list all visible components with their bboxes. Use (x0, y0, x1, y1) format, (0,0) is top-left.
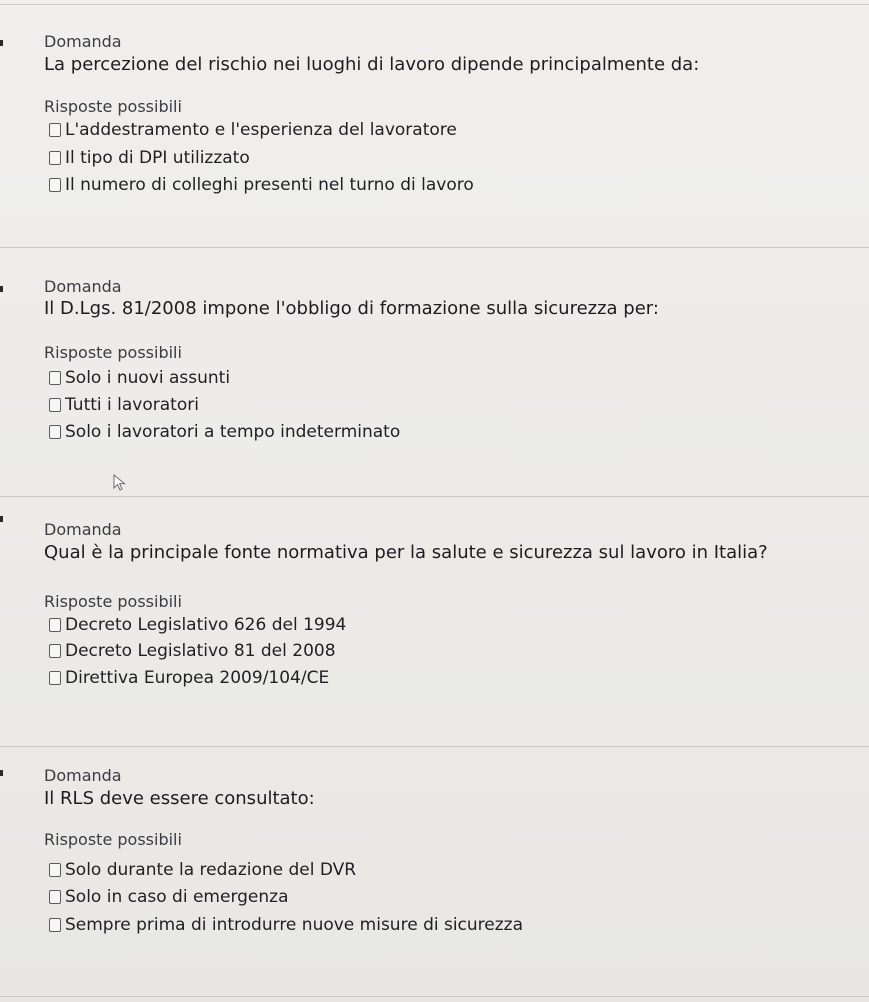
answer-option[interactable] (49, 857, 356, 883)
section-divider (0, 496, 869, 497)
answer-option-text: Solo i lavoratori a tempo indeterminato (65, 422, 401, 442)
edge-marker (0, 516, 3, 522)
answers-label: Risposte possibili (44, 343, 182, 362)
answers-label: Risposte possibili (44, 97, 182, 116)
question-label: Domanda (44, 277, 122, 296)
checkbox[interactable] (49, 178, 61, 192)
section-divider (0, 746, 869, 747)
checkbox[interactable] (49, 398, 61, 412)
answer-option[interactable] (49, 172, 474, 198)
section-divider (0, 247, 869, 248)
checkbox[interactable] (49, 425, 61, 439)
question-text: Il RLS deve essere consultato: (44, 788, 315, 809)
answer-option-text: L'addestramento e l'esperienza del lavoratore (65, 120, 457, 140)
answer-option-text: Decreto Legislativo 81 del 2008 (65, 641, 336, 661)
mouse-pointer-icon (113, 474, 129, 492)
edge-marker (0, 286, 3, 292)
answer-option[interactable] (49, 912, 523, 938)
answer-option-text: Il numero di colleghi presenti nel turno di lavoro (65, 175, 474, 195)
checkbox[interactable] (49, 618, 61, 632)
checkbox[interactable] (49, 918, 61, 932)
answer-option-text: Decreto Legislativo 626 del 1994 (65, 615, 347, 635)
edge-marker (0, 770, 3, 776)
checkbox[interactable] (49, 644, 61, 658)
question-text: Qual è la principale fonte normativa per la salute e sicurezza sul lavoro in Italia? (44, 542, 768, 563)
answer-option-text: Tutti i lavoratori (65, 395, 199, 415)
answer-option[interactable] (49, 365, 230, 391)
answer-option-text: Solo i nuovi assunti (65, 368, 231, 388)
answers-label: Risposte possibili (44, 592, 182, 611)
answer-option[interactable] (49, 638, 336, 664)
answer-option[interactable] (49, 665, 329, 691)
answer-option-text: Sempre prima di introdurre nuove misure di sicurezza (65, 915, 524, 935)
answer-option[interactable] (49, 419, 400, 445)
answer-option-text: Il tipo di DPI utilizzato (65, 148, 250, 168)
checkbox[interactable] (49, 863, 61, 877)
question-text: Il D.Lgs. 81/2008 impone l'obbligo di formazione sulla sicurezza per: (44, 298, 659, 319)
question-label: Domanda (44, 766, 122, 785)
answers-label: Risposte possibili (44, 830, 182, 849)
question-label: Domanda (44, 520, 122, 539)
answer-option[interactable] (49, 392, 199, 418)
checkbox[interactable] (49, 371, 61, 385)
answer-option-text: Solo durante la redazione del DVR (65, 860, 357, 880)
answer-option[interactable] (49, 145, 250, 171)
checkbox[interactable] (49, 151, 61, 165)
answer-option[interactable] (49, 117, 457, 143)
question-label: Domanda (44, 32, 122, 51)
bottom-divider (0, 996, 869, 997)
answer-option[interactable] (49, 612, 346, 638)
edge-marker (0, 40, 3, 46)
top-divider (0, 4, 869, 5)
checkbox[interactable] (49, 123, 61, 137)
answer-option-text: Solo in caso di emergenza (65, 887, 289, 907)
question-text: La percezione del rischio nei luoghi di lavoro dipende principalmente da: (44, 54, 700, 75)
answer-option[interactable] (49, 884, 289, 910)
checkbox[interactable] (49, 890, 61, 904)
answer-option-text: Direttiva Europea 2009/104/CE (65, 668, 330, 688)
checkbox[interactable] (49, 671, 61, 685)
